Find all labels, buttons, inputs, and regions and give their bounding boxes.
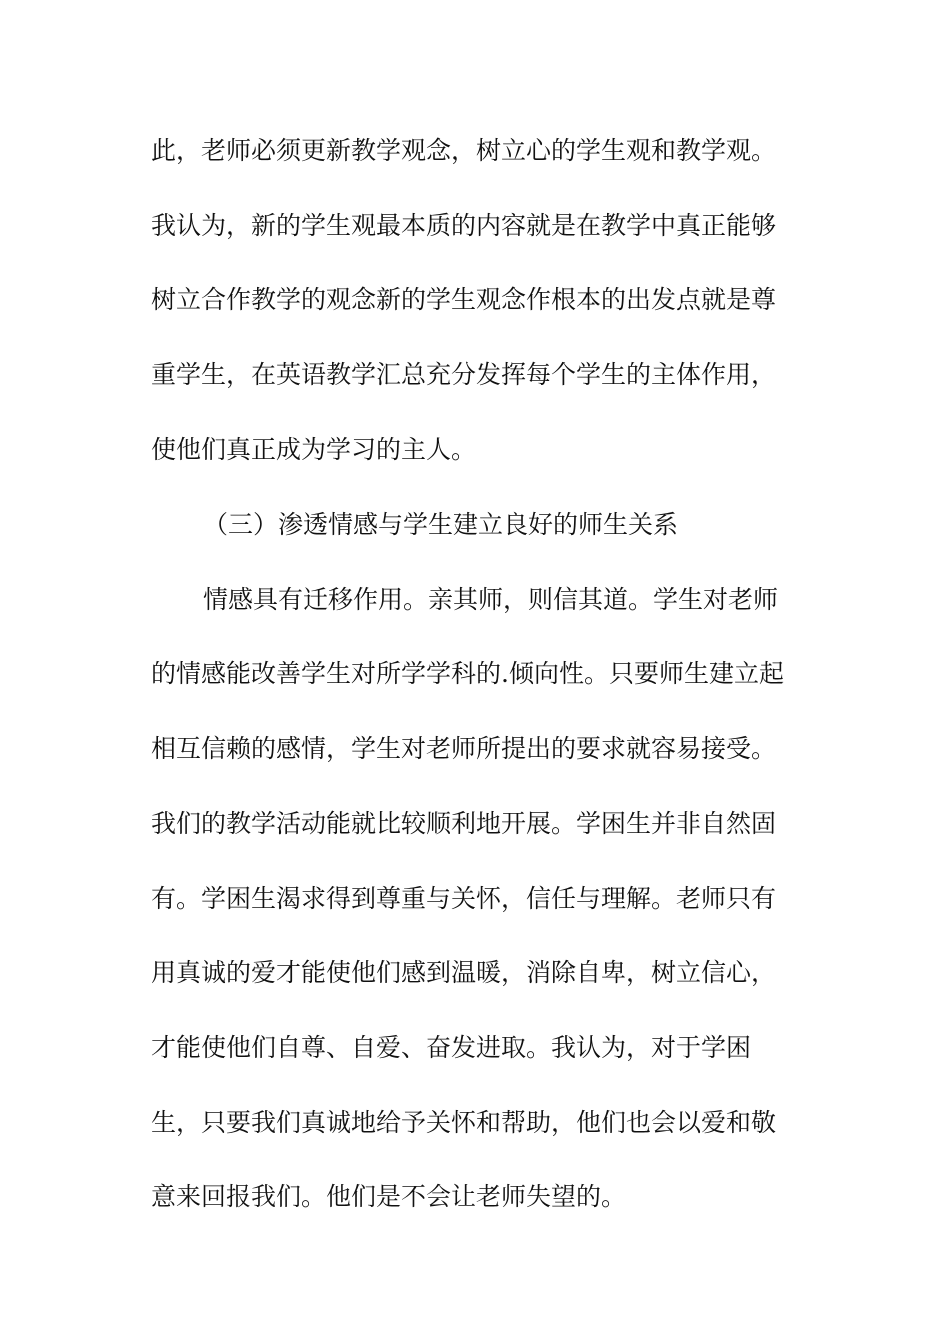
section-heading: （三）渗透情感与学生建立良好的师生关系: [203, 510, 679, 539]
paragraph-line: 我认为，新的学生观最本质的内容就是在教学中真正能够: [151, 211, 777, 240]
paragraph-line: 树立合作教学的观念新的学生观念作根本的出发点就是尊: [151, 285, 777, 314]
paragraph-line: 有。学困生渴求得到尊重与关怀，信任与理解。老师只有: [151, 884, 777, 913]
paragraph-line: 相互信赖的感情，学生对老师所提出的要求就容易接受。: [151, 734, 777, 763]
paragraph-line: 意来回报我们。他们是不会让老师失望的。: [151, 1182, 627, 1211]
paragraph-line: 我们的教学活动能就比较顺利地开展。学困生并非自然固: [151, 809, 777, 838]
paragraph-line: 的情感能改善学生对所学学科的.倾向性。只要师生建立起: [151, 659, 784, 688]
paragraph-line: 才能使他们自尊、自爱、奋发进取。我认为，对于学困: [151, 1033, 752, 1062]
paragraph-line: 情感具有迁移作用。亲其师，则信其道。学生对老师: [203, 585, 779, 614]
paragraph-line: 用真诚的爱才能使他们感到温暖，消除自卑，树立信心，: [151, 958, 777, 987]
paragraph-line: 生，只要我们真诚地给予关怀和帮助，他们也会以爱和敬: [151, 1108, 777, 1137]
paragraph-line: 重学生，在英语教学汇总充分发挥每个学生的主体作用，: [151, 360, 777, 389]
paragraph-line: 此，老师必须更新教学观念，树立心的学生观和教学观。: [151, 136, 777, 165]
paragraph-line: 使他们真正成为学习的主人。: [151, 435, 477, 464]
